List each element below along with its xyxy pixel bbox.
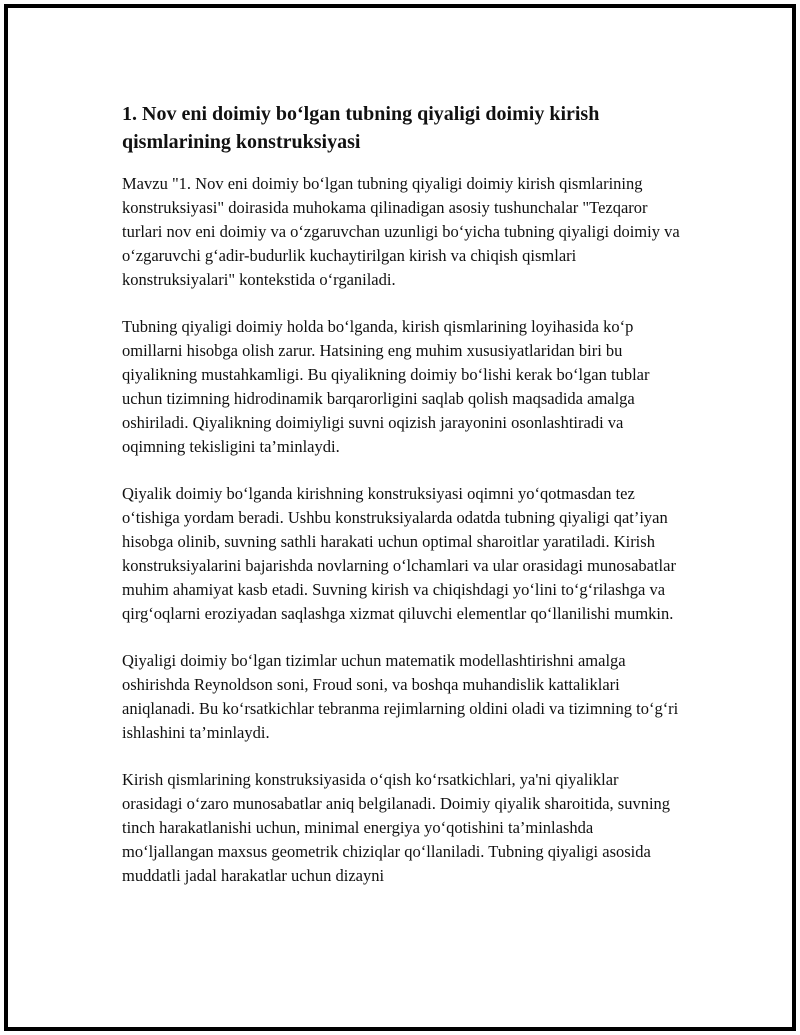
paragraph-intro: Mavzu "1. Nov eni doimiy bo‘lgan tubning qiyaligi doimiy kirish qismlarining konstruksiyasi" doirasida muhokama qilinadigan asosiy tushunchalar "Tezqaror turlari nov eni doimiy va o‘zgaruvchan uzunligi bo‘yicha tubning qiyaligi doimiy va o‘zgaruvchi g‘adir-budurlik kuchaytirilgan kirish va chiqish qismlari konstruksiyalari" kontekstida o‘rganiladi. [122, 174, 680, 289]
document-body [122, 100, 682, 911]
paragraph-inlet-parameters: Kirish qismlarining konstruksiyasida o‘qish ko‘rsatkichlari, ya'ni qiyaliklar orasidagi o‘zaro munosabatlar aniq belgilanadi. Doimiy qiyalik sharoitida, suvning tinch harakatlanishi uchun, minimal energiya yo‘qotishini ta’minlashda mo‘ljallangan maxsus geometrik chiziqlar qo‘llaniladi. Tubning qiyaligi asosida muddatli jadal harakatlar uchun dizayni [122, 770, 671, 885]
page-frame [4, 4, 796, 1031]
document-title: 1. Nov eni doimiy bo‘lgan tubning qiyaligi doimiy kirish qismlarining konstruksiyasi [122, 103, 600, 153]
paragraph-inlet-construction: Qiyalik doimiy bo‘lganda kirishning konstruksiyasi oqimni yo‘qotmasdan tez o‘tishiga yordam beradi. Ushbu konstruksiyalarda odatda tubning qiyaligi qat’iyan hisobga olinib, suvning sathli harakati uchun optimal sharoitlar yaratiladi. Kirish konstruksiyalarini bajarishda novlarning o‘lchamlari va ular orasidagi munosabatlar muhim ahamiyat kasb etadi. Suvning kirish va chiqishdagi yo‘lini to‘g‘rilashga va qirg‘oqlarni eroziyadan saqlashga xizmat qiluvchi elementlar qo‘llanilishi mumkin. [122, 484, 676, 623]
paragraph-constant-slope: Tubning qiyaligi doimiy holda bo‘lganda, kirish qismlarining loyihasida ko‘p omillarni hisobga olish zarur. Hatsining eng muhim xususiyatlaridan biri bu qiyalikning mustahkamligi. Bu qiyalikning doimiy bo‘lishi kerak bo‘lgan tublar uchun tizimning hidrodinamik barqarorligini saqlab qolish maqsadida amalga oshiriladi. Qiyalikning doimiyligi suvni oqizish jarayonini osonlashtiradi va oqimning tekisligini ta’minlaydi. [122, 317, 650, 456]
paragraph-mathematical-modeling: Qiyaligi doimiy bo‘lgan tizimlar uchun matematik modellashtirishni amalga oshirishda Reynoldson soni, Froud soni, va boshqa muhandislik kattaliklari aniqlanadi. Bu ko‘rsatkichlar tebranma rejimlarning oldini oladi va tizimning to‘g‘ri ishlashini ta’minlaydi. [122, 651, 679, 742]
